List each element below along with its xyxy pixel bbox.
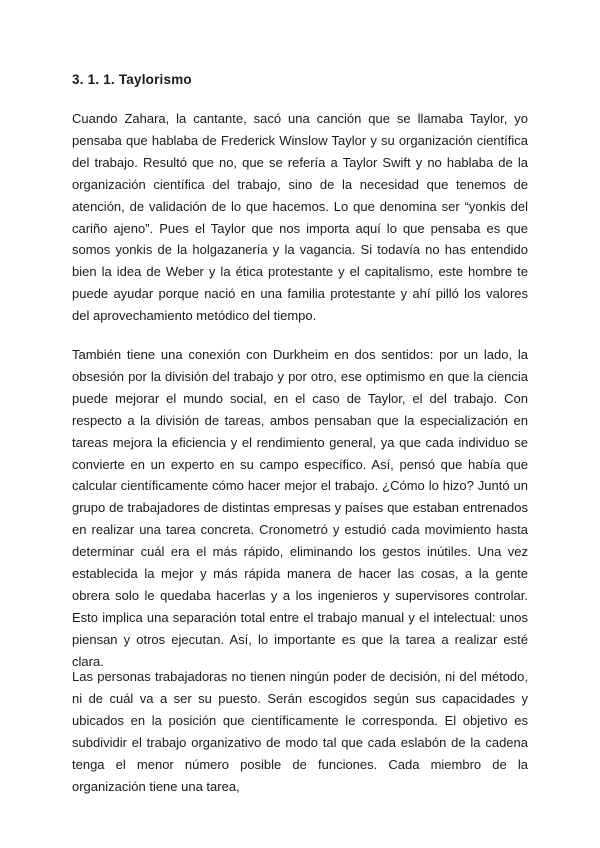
paragraph: Cuando Zahara, la cantante, sacó una canción que se llamaba Taylor, yo pensaba que hablaba de Frederick Winslow Taylor y su organización científica del trabajo. Resultó que no, que se refería a Taylor Swift y no hablaba de la organización científica del trabajo, sino de la necesidad que tenemos de atención, de validación de lo que hacemos. Lo que denomina ser “yonkis del cariño ajeno”. Pues el Taylor que nos importa aquí lo que pensaba es que somos yonkis de la holgazanería y la vagancia. Si todavía no has entendido bien la idea de Weber y la ética protestante y el capitalismo, este hombre te puede ayudar porque nació en una familia protestante y ahí pilló los valores del aprovechamiento metódico del tiempo. [72,111,528,324]
paragraph: Las personas trabajadoras no tienen ningún poder de decisión, ni del método, ni de cuál va a ser su puesto. Serán escogidos según sus capacidades y ubicados en la posición que científicamente le corresponda. El objetivo es subdividir el trabajo organizativo de modo tal que cada eslabón de la cadena tenga el menor número posible de funciones. Cada miembro de la organización tiene una tarea, [72,669,528,794]
section-heading: 3. 1. 1. Taylorismo [72,72,192,87]
paragraph: También tiene una conexión con Durkheim en dos sentidos: por un lado, la obsesión por la división del trabajo y por otro, ese optimismo en que la ciencia puede mejorar el mundo social, en el caso de Taylor, el del trabajo. Con respecto a la división de tareas, ambos pensaban que la especialización en tareas mejora la eficiencia y el rendimiento general, ya que cada individuo se convierte en un experto en su campo específico. Así, pensó que había que calcular científicamente cómo hacer mejor el trabajo. ¿Cómo lo hizo? Juntó un grupo de trabajadores de distintas empresas y países que estaban entrenados en realizar una tarea concreta. Cronometró y estudió cada movimiento hasta determinar cuál era el más rápido, eliminando los gestos inútiles. Una vez establecida la mejor y más rápida manera de hacer las cosas, a la gente obrera solo le quedaba hacerlas y a los ingenieros y supervisores controlar. Esto implica una separación total entre el trabajo manual y el intelectual: unos piensan y otros ejecutan. Así, lo importante es que la tarea a realizar esté clara. [72,347,528,669]
